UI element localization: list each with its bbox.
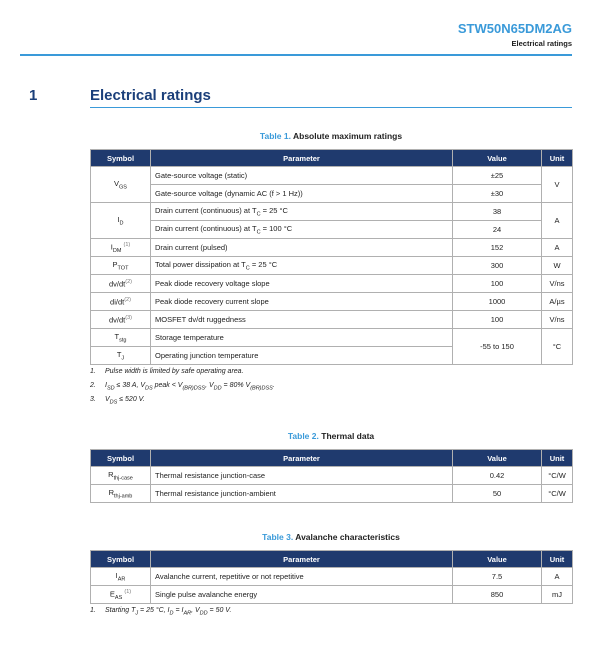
parameter-cell: Thermal resistance junction-case — [151, 467, 453, 485]
footnote-3: 3. $V_{DS} \le 520$ V. — [90, 396, 145, 406]
parameter-cell: Total power dissipation at $T_C = 25$ °C — [151, 257, 453, 275]
value-cell: ±25 — [453, 167, 542, 185]
symbol-cell: $E_{AS}$ $^{(1)}$ — [91, 586, 151, 604]
table1-caption — [90, 131, 572, 141]
table-row — [91, 293, 573, 311]
absolute-max-ratings-table — [90, 149, 573, 365]
parameter-cell: Peak diode recovery voltage slope — [151, 275, 453, 293]
header-symbol: Symbol — [91, 150, 151, 167]
header-unit: Unit — [542, 450, 573, 467]
table1-caption-text: Absolute maximum ratings — [292, 131, 403, 141]
value-cell: 7.5 — [453, 568, 542, 586]
symbol-cell: $R_{thj-case}$ — [91, 467, 151, 485]
header-parameter: Parameter — [151, 450, 453, 467]
section-title: Electrical ratings — [90, 87, 211, 104]
unit-cell: W — [542, 257, 573, 275]
symbol-cell: $T_J$ — [91, 347, 151, 365]
parameter-cell: Drain current (pulsed) — [151, 239, 453, 257]
value-cell: 152 — [453, 239, 542, 257]
value-cell: -55 to 150 — [453, 329, 542, 365]
unit-cell: V — [542, 167, 573, 203]
footnote-1: 1. Starting $T_J = 25$ °C, $I_D = I_{AR}$, $V_{DD} = 50$ V. — [90, 607, 232, 617]
value-cell: 24 — [453, 221, 542, 239]
value-cell: 850 — [453, 586, 542, 604]
symbol-cell: $I_D$ — [91, 203, 151, 239]
table-row — [91, 185, 573, 203]
symbol-cell: $dv/dt^{(2)}$ — [91, 275, 151, 293]
symbol-cell: $I_{AR}$ — [91, 568, 151, 586]
footnote-1: 1. Pulse width is limited by safe operating area. — [90, 368, 244, 375]
symbol-cell: $di/dt^{(2)}$ — [91, 293, 151, 311]
unit-cell: °C — [542, 329, 573, 365]
header-rule — [20, 54, 572, 56]
table1-caption-number: Table 1. — [259, 131, 291, 141]
table-row — [91, 568, 573, 586]
value-cell: 1000 — [453, 293, 542, 311]
table2-caption-number: Table 2. — [287, 431, 319, 441]
parameter-cell: Peak diode recovery current slope — [151, 293, 453, 311]
unit-cell: A — [542, 239, 573, 257]
parameter-cell: Operating junction temperature — [151, 347, 453, 365]
section-rule — [90, 107, 572, 108]
parameter-cell: Single pulse avalanche energy — [151, 586, 453, 604]
header-symbol: Symbol — [91, 551, 151, 568]
unit-cell: V/ns — [542, 311, 573, 329]
table2-caption — [90, 431, 572, 441]
parameter-cell: Storage temperature — [151, 329, 453, 347]
table2-caption-text: Thermal data — [321, 431, 375, 441]
symbol-cell: $T_{stg}$ — [91, 329, 151, 347]
table-header-row — [91, 450, 573, 467]
header-parameter: Parameter — [151, 150, 453, 167]
header-unit: Unit — [542, 150, 573, 167]
parameter-cell: Drain current (continuous) at $T_C = 100$ °C — [151, 221, 453, 239]
symbol-cell: $I_{DM}$ $^{(1)}$ — [91, 239, 151, 257]
table-row — [91, 275, 573, 293]
header-value: Value — [453, 150, 542, 167]
document-title: STW50N65DM2AG — [457, 21, 572, 36]
value-cell: 0.42 — [453, 467, 542, 485]
avalanche-characteristics-table — [90, 550, 573, 604]
symbol-cell: $P_{TOT}$ — [91, 257, 151, 275]
table3-caption — [90, 532, 572, 542]
table-row — [91, 221, 573, 239]
header-unit: Unit — [542, 551, 573, 568]
table-row — [91, 586, 573, 604]
value-cell: 50 — [453, 485, 542, 503]
parameter-cell: Drain current (continuous) at $T_C = 25$ °C — [151, 203, 453, 221]
table3-footnotes — [90, 607, 231, 621]
table-header-row — [91, 150, 573, 167]
value-cell: 38 — [453, 203, 542, 221]
unit-cell: A — [542, 568, 573, 586]
document-subtitle: Electrical ratings — [511, 39, 572, 48]
footnote-2: 2. $I_{SD} \le 38$ A, $V_{DS}$ peak < $V_{(BR)DSS}$, $V_{DD} = 80\%$ $V_{(BR)DSS}$. — [90, 382, 275, 392]
table-header-row — [91, 551, 573, 568]
parameter-cell: Avalanche current, repetitive or not repetitive — [151, 568, 453, 586]
table-row — [91, 257, 573, 275]
parameter-cell: Gate-source voltage (static) — [151, 167, 453, 185]
section-number: 1 — [29, 87, 38, 104]
thermal-data-table — [90, 449, 573, 503]
unit-cell: °C/W — [542, 485, 573, 503]
symbol-cell: $dv/dt^{(3)}$ — [91, 311, 151, 329]
parameter-cell: Thermal resistance junction-ambient — [151, 485, 453, 503]
value-cell: 100 — [453, 311, 542, 329]
parameter-cell: MOSFET dv/dt ruggedness — [151, 311, 453, 329]
header-value: Value — [453, 450, 542, 467]
value-cell: ±30 — [453, 185, 542, 203]
table-row — [91, 329, 573, 347]
unit-cell: °C/W — [542, 467, 573, 485]
header-value: Value — [453, 551, 542, 568]
unit-cell: A/µs — [542, 293, 573, 311]
unit-cell: A — [542, 203, 573, 239]
table-row — [91, 467, 573, 485]
symbol-cell: $R_{thj-amb}$ — [91, 485, 151, 503]
table-row — [91, 485, 573, 503]
unit-cell: V/ns — [542, 275, 573, 293]
table-row — [91, 239, 573, 257]
unit-cell: mJ — [542, 586, 573, 604]
value-cell: 100 — [453, 275, 542, 293]
table-row — [91, 203, 573, 221]
symbol-cell: $V_{GS}$ — [91, 167, 151, 203]
table1-footnotes — [90, 368, 275, 410]
table3-caption-number: Table 3. — [262, 532, 294, 542]
table-row — [91, 311, 573, 329]
parameter-cell: Gate-source voltage (dynamic AC (f > 1 Hz)) — [151, 185, 453, 203]
header-symbol: Symbol — [91, 450, 151, 467]
header-parameter: Parameter — [151, 551, 453, 568]
value-cell: 300 — [453, 257, 542, 275]
table-row — [91, 167, 573, 185]
table3-caption-text: Avalanche characteristics — [295, 532, 400, 542]
